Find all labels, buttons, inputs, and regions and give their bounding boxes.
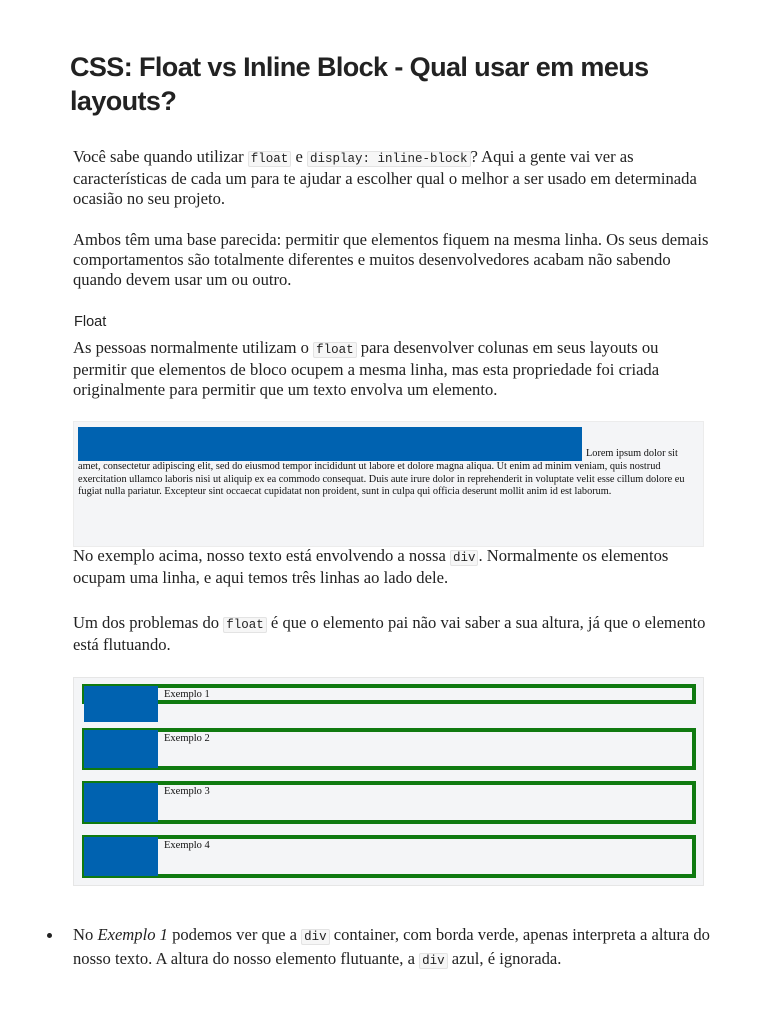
bullet-emphasis: Exemplo 1 — [97, 925, 168, 944]
explanation-text-2: . Normalmente os elementos ocupam uma linha, e aqui temos três linhas ao lado dele. — [73, 546, 669, 587]
example-label: Exemplo 3 — [164, 786, 210, 797]
code-div: div — [450, 550, 479, 566]
float-wrap-example-image — [73, 421, 704, 547]
code-div: div — [301, 929, 330, 945]
explanation-text-1: No exemplo acima, nosso texto está envolvendo a nossa — [73, 546, 450, 565]
floated-blue-div — [84, 686, 158, 722]
float-text-2: para desenvolver colunas em seus layouts ou permitir que elementos de bloco ocupem a mesma linha, mas esta propriedade foi criada originalmente para permitir que um texto envolva um elemento. — [73, 338, 660, 399]
base-paragraph: Ambos têm uma base parecida: permitir que elementos fiquem na mesma linha. Os seus demais comportamentos são totalmente diferentes e muitos desenvolvedores acabam não sabendo quando devem usar um ou outro. — [73, 230, 709, 289]
intro-text-3: ? Aqui a gente vai ver as características de cada um para te ajudar a escolher qual o melhor a ser usado em determinada ocasião no seu projeto. — [73, 147, 697, 208]
example-box-1 — [82, 684, 696, 704]
list-item — [30, 924, 710, 972]
example-label: Exemplo 2 — [164, 733, 210, 744]
section-heading-float: Float — [74, 314, 107, 330]
code-div: div — [419, 953, 448, 969]
code-float: float — [248, 151, 292, 167]
code-inline-block: display: inline-block — [307, 151, 471, 167]
code-float-2: float — [313, 342, 357, 358]
floated-blue-div — [84, 783, 158, 822]
bullet-text-1: No — [73, 925, 98, 944]
bullet-dot-icon — [47, 933, 52, 938]
code-float-3: float — [223, 617, 267, 633]
intro-paragraph — [73, 147, 713, 209]
float-paragraph — [73, 338, 713, 400]
bullet-text-3: container, com borda verde, apenas interpreta a altura do nosso texto. A altura do nosso elemento flutuante, a — [73, 925, 710, 968]
floated-blue-div — [78, 427, 582, 461]
example-label: Exemplo 1 — [164, 689, 210, 700]
float-problem-paragraph — [73, 613, 713, 655]
article-title: CSS: Float vs Inline Block - Qual usar em meus layouts? — [70, 52, 649, 116]
example-label: Exemplo 4 — [164, 840, 210, 851]
floated-blue-div — [84, 730, 158, 768]
bullet-text-2: podemos ver que a — [167, 925, 302, 944]
float-text-1: As pessoas normalmente utilizam o — [73, 338, 314, 357]
container-height-example-image — [73, 677, 704, 886]
floated-blue-div — [84, 837, 158, 876]
lorem-body: amet, consectetur adipiscing elit, sed do eiusmod tempor incididunt ut labore et dolore magna aliqua. Ut enim ad minim veniam, quis nostrud exercitation ullamco laboris nisi ut aliquip ex ea commodo consequat. Duis aute irure dolor in reprehenderit in voluptate velit esse cillum dolore eu fugiat nulla pariatur. Excepteur sint occaecat cupidatat non proident, sunt in culpa qui officia deserunt mollit anim id est laborum. — [78, 461, 685, 498]
example-box-2 — [82, 728, 696, 770]
intro-text-1: Você sabe quando utilizar — [73, 147, 248, 166]
problem-text-2: é que o elemento pai não vai saber a sua altura, já que o elemento está flutuando. — [73, 613, 706, 654]
intro-text-2: e — [291, 147, 307, 166]
lorem-first-line: Lorem ipsum dolor sit — [586, 448, 678, 459]
example-explanation-paragraph — [73, 546, 713, 588]
bullet-list — [30, 924, 710, 972]
example-box-4 — [82, 835, 696, 878]
example-box-3 — [82, 781, 696, 824]
problem-text-1: Um dos problemas do — [73, 613, 224, 632]
bullet-text-4: azul, é ignorada. — [447, 949, 562, 968]
